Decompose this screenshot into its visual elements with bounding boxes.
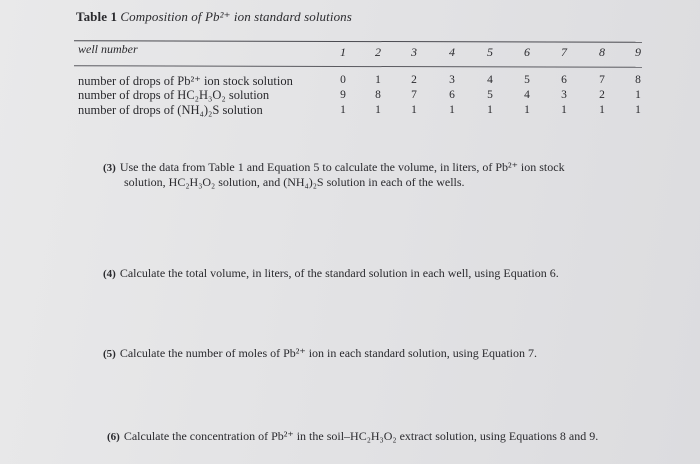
table-cell: 2 <box>599 89 605 101</box>
table-cell: 1 <box>599 104 605 116</box>
table-cell: 1 <box>635 89 641 101</box>
table-cell: 5 <box>524 74 530 86</box>
table-cell: 1 <box>487 104 493 116</box>
question-number: (3) <box>103 162 116 174</box>
table-cell: 7 <box>411 89 417 101</box>
well-number-8: 8 <box>599 45 605 59</box>
well-number-header: well number <box>78 42 138 56</box>
table-cell: 1 <box>340 104 346 116</box>
table-cell: 3 <box>561 89 567 101</box>
row-label-2: number of drops of HC₂H₃O₂ solution <box>78 88 270 102</box>
question-text: Use the data from Table 1 and Equation 5 to calculate the volume, in liters, of Pb²⁺ ion stock <box>119 160 565 174</box>
row-label-1: number of drops of Pb²⁺ ion stock solution <box>78 74 293 88</box>
well-number-9: 9 <box>635 45 641 59</box>
table-cell: 8 <box>635 74 641 86</box>
well-number-4: 4 <box>449 45 455 59</box>
table-cell: 6 <box>561 74 567 86</box>
table-cell: 1 <box>375 74 381 86</box>
question-number: (6) <box>107 431 120 443</box>
table-cell: 1 <box>375 104 381 116</box>
well-number-2: 2 <box>375 45 381 59</box>
well-number-6: 6 <box>524 45 530 59</box>
question-number: (5) <box>103 348 116 360</box>
table-cell: 8 <box>375 89 381 101</box>
table-cell: 3 <box>449 74 455 86</box>
question-text: Calculate the number of moles of Pb²⁺ ion in each standard solution, using Equation 7. <box>119 346 538 360</box>
table-cell: 0 <box>340 74 346 86</box>
question-text: Calculate the concentration of Pb²⁺ in the soil–HC₂H₃O₂ extract solution, using Equations 8 and 9. <box>123 429 599 443</box>
row-label-3: number of drops of (NH₄)₂S solution <box>78 103 263 117</box>
table-cell: 1 <box>561 104 567 116</box>
table-cell: 4 <box>524 89 530 101</box>
well-number-5: 5 <box>487 45 493 59</box>
table-cell: 1 <box>635 104 641 116</box>
question-line <box>103 265 559 282</box>
table-header-rule <box>74 65 642 67</box>
question-line <box>103 345 537 362</box>
question-line <box>124 174 465 190</box>
table-cell: 2 <box>411 74 417 86</box>
well-number-3: 3 <box>411 45 417 59</box>
table-cell: 6 <box>449 89 455 101</box>
table-cell: 1 <box>449 104 455 116</box>
table-title <box>76 9 352 25</box>
table-cell: 9 <box>340 89 346 101</box>
well-number-1: 1 <box>340 45 346 59</box>
table-cell: 7 <box>599 74 605 86</box>
table-cell: 1 <box>411 104 417 116</box>
question-line <box>107 428 598 445</box>
table-cell: 1 <box>524 104 530 116</box>
table-cell: 4 <box>487 74 493 86</box>
table-top-rule <box>74 40 642 42</box>
question-number: (4) <box>103 268 116 280</box>
table-cell: 5 <box>487 89 493 101</box>
well-number-7: 7 <box>561 45 567 59</box>
question-text: solution, HC₂H₃O₂ solution, and (NH₄)₂S solution in each of the wells. <box>124 175 465 189</box>
question-text: Calculate the total volume, in liters, of the standard solution in each well, using Equation 6. <box>119 266 559 280</box>
table-title-text: Composition of Pb²⁺ ion standard solutions <box>120 9 352 24</box>
table-title-number: Table 1 <box>76 9 118 24</box>
